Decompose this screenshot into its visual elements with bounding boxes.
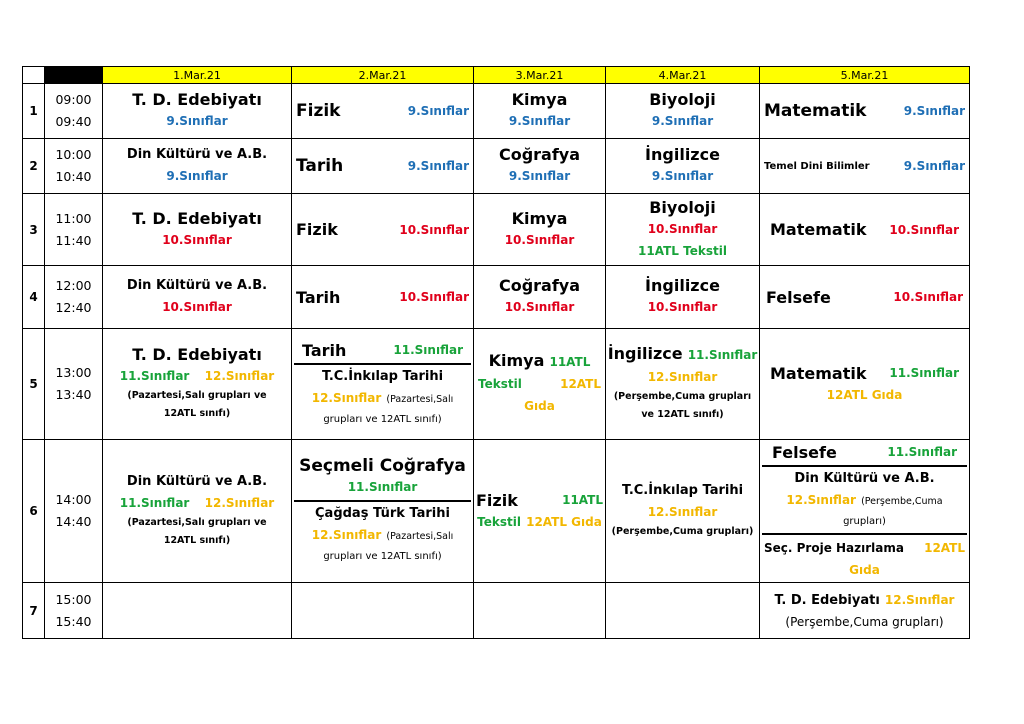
cell-d4-p7 <box>606 583 760 639</box>
cell-d5-p1 <box>760 84 970 139</box>
period-row-5 <box>23 329 970 440</box>
cell-d2-p4 <box>292 266 474 329</box>
note: (Pazartesi,Salı grupları ve 12ATL sınıfı) <box>127 390 267 419</box>
start-time: 10:00 <box>55 147 92 162</box>
cell-d4-p6 <box>606 440 760 583</box>
note: grupları ve 12ATL sınıfı) <box>323 414 442 425</box>
group: 11ATL Tekstil <box>638 243 727 258</box>
group: 10.Sınıflar <box>399 290 469 304</box>
subject: Kimya <box>511 90 568 109</box>
period-row-4 <box>23 266 970 329</box>
group: 10.Sınıflar <box>162 232 232 247</box>
cell-d3-p1 <box>474 84 606 139</box>
note: grupları ve 12ATL sınıfı) <box>323 551 442 562</box>
group: 12.Sınıflar <box>786 493 856 507</box>
period-number: 7 <box>23 583 45 639</box>
group: 11ATL <box>549 355 591 369</box>
cell-d5-p4 <box>760 266 970 329</box>
cell-d1-p5 <box>103 329 292 440</box>
subject: T. D. Edebiyatı <box>132 90 262 109</box>
cell-d1-p3 <box>103 194 292 266</box>
cell-d2-p5 <box>292 329 474 440</box>
subject: Coğrafya <box>498 145 581 164</box>
cell-d5-p6 <box>760 440 970 583</box>
subject: Fizik <box>296 220 338 239</box>
group: 11.Sınıflar <box>119 369 190 383</box>
start-time: 12:00 <box>55 278 92 293</box>
subject: Tarih <box>296 156 344 176</box>
period-time <box>45 266 103 329</box>
subject: T.C.İnkılap Tarihi <box>621 483 744 498</box>
day-header-4: 4.Mar.21 <box>606 67 760 84</box>
cell-d3-p5 <box>474 329 606 440</box>
cell-d5-p7 <box>760 583 970 639</box>
subject: Temel Dini Bilimler <box>764 160 870 172</box>
group: 12.Sınıflar <box>647 370 718 384</box>
subject: Felsefe <box>766 287 831 307</box>
group: 9.Sınıflar <box>166 169 228 183</box>
cell-d2-p1 <box>292 84 474 139</box>
cell-d3-p3 <box>474 194 606 266</box>
group: 10.Sınıflar <box>162 300 232 314</box>
cell-d1-p7 <box>103 583 292 639</box>
day-header-3: 3.Mar.21 <box>474 67 606 84</box>
subject: Çağdaş Türk Tarihi <box>315 506 450 521</box>
subject: İngilizce <box>645 276 720 295</box>
group: 10.Sınıflar <box>647 300 718 314</box>
end-time: 12:40 <box>55 300 92 315</box>
period-row-3 <box>23 194 970 266</box>
subject: Seç. Proje Hazırlama <box>764 541 904 555</box>
period-number: 1 <box>23 84 45 139</box>
group: 11ATL <box>562 493 603 507</box>
group: 11.Sınıflar <box>119 496 190 510</box>
group: 12ATL Gıda <box>826 388 903 402</box>
divider <box>294 500 471 502</box>
period-number: 5 <box>23 329 45 440</box>
group: 12.Sınıflar <box>204 369 275 383</box>
group: 9.Sınıflar <box>508 169 571 183</box>
subject: Kimya <box>488 351 545 370</box>
subject: Tarih <box>296 287 341 307</box>
subject: T. D. Edebiyatı <box>774 592 880 608</box>
note: (Pazartesi,Salı <box>386 394 454 405</box>
period-time <box>45 139 103 194</box>
end-time: 15:40 <box>55 613 92 629</box>
group: 9.Sınıflar <box>407 159 469 173</box>
cell-d1-p6 <box>103 440 292 583</box>
period-time <box>45 440 103 583</box>
subject: Felsefe <box>772 442 837 462</box>
start-time: 11:00 <box>55 210 92 226</box>
subject: Matematik <box>770 220 867 239</box>
day-header-1: 1.Mar.21 <box>103 67 292 84</box>
subject: Biyoloji <box>649 197 716 217</box>
end-time: 13:40 <box>55 387 92 402</box>
cell-d4-p3 <box>606 194 760 266</box>
group: 10.Sınıflar <box>893 290 963 304</box>
period-number: 2 <box>23 139 45 194</box>
group: 9.Sınıflar <box>903 104 965 118</box>
corner-cell <box>23 67 45 84</box>
cell-d5-p5 <box>760 329 970 440</box>
subject: Din Kültürü ve A.B. <box>126 147 268 162</box>
end-time: 14:40 <box>55 514 92 529</box>
group: 10.Sınıflar <box>504 232 575 247</box>
group: 9.Sınıflar <box>651 169 714 183</box>
group: 10.Sınıflar <box>399 222 469 237</box>
note: (Perşembe,Cuma grupları) <box>611 526 754 537</box>
divider <box>762 465 967 467</box>
schedule-table <box>22 66 970 639</box>
group: 9.Sınıflar <box>508 114 571 128</box>
group: 12ATL <box>924 541 965 555</box>
group: 9.Sınıflar <box>903 159 965 173</box>
cell-d5-p2 <box>760 139 970 194</box>
subject: Matematik <box>764 101 867 121</box>
note: (Perşembe,Cuma grupları) <box>785 614 944 629</box>
group: 11.Sınıflar <box>887 445 957 459</box>
start-time: 15:00 <box>55 591 92 607</box>
group: 10.Sınıflar <box>647 221 718 236</box>
period-row-1 <box>23 84 970 139</box>
subject: Matematik <box>770 363 867 383</box>
start-time: 09:00 <box>55 92 92 107</box>
subject: Kimya <box>511 208 568 228</box>
note: (Pazartesi,Salı <box>386 531 454 542</box>
group: 9.Sınıflar <box>651 114 714 128</box>
group: 11.Sınıflar <box>347 480 418 494</box>
group: Gıda <box>849 563 880 577</box>
subject: T. D. Edebiyatı <box>132 208 262 228</box>
start-time: 14:00 <box>55 492 92 507</box>
group: 10.Sınıflar <box>889 222 959 237</box>
cell-d4-p2 <box>606 139 760 194</box>
group: 9.Sınıflar <box>166 114 228 128</box>
start-time: 13:00 <box>55 365 92 380</box>
group: 10.Sınıflar <box>504 300 575 314</box>
end-time: 11:40 <box>55 232 92 248</box>
subject: T.C.İnkılap Tarihi <box>321 369 444 384</box>
subject: Seçmeli Coğrafya <box>299 456 466 476</box>
cell-d3-p6 <box>474 440 606 583</box>
group: 12ATL <box>560 377 601 391</box>
subject: Fizik <box>296 101 341 121</box>
end-time: 10:40 <box>55 169 92 184</box>
time-header-cell <box>45 67 103 84</box>
group: 9.Sınıflar <box>407 104 469 118</box>
note: (Pazartesi,Salı grupları ve 12ATL sınıfı) <box>127 517 267 546</box>
subject: Din Kültürü ve A.B. <box>126 474 268 489</box>
divider <box>762 533 967 535</box>
cell-d2-p7 <box>292 583 474 639</box>
group: 12.Sınıflar <box>311 391 382 405</box>
header-row <box>23 67 970 84</box>
day-header-2: 2.Mar.21 <box>292 67 474 84</box>
subject: Din Kültürü ve A.B. <box>794 471 935 486</box>
cell-d4-p5 <box>606 329 760 440</box>
cell-d1-p4 <box>103 266 292 329</box>
cell-d2-p6 <box>292 440 474 583</box>
cell-d3-p2 <box>474 139 606 194</box>
subject: Coğrafya <box>498 276 581 295</box>
subject: Din Kültürü ve A.B. <box>126 278 268 293</box>
cell-d3-p7 <box>474 583 606 639</box>
note: grupları) <box>843 516 886 527</box>
end-time: 09:40 <box>55 114 92 129</box>
group: Tekstil <box>478 377 522 391</box>
subject: Biyoloji <box>649 90 716 109</box>
cell-d2-p2 <box>292 139 474 194</box>
subject: İngilizce <box>607 344 683 363</box>
period-row-7 <box>23 583 970 639</box>
note: (Perşembe,Cuma <box>861 496 943 507</box>
subject: Fizik <box>476 490 518 510</box>
group: 11.Sınıflar <box>889 366 959 380</box>
period-number: 4 <box>23 266 45 329</box>
group: 12.Sınıflar <box>647 505 718 519</box>
group: 12.Sınıflar <box>311 528 382 542</box>
period-time <box>45 583 103 639</box>
group: 11.Sınıflar <box>687 348 758 362</box>
group: Gıda <box>524 399 555 413</box>
group: 12.Sınıflar <box>884 592 955 607</box>
subject: İngilizce <box>645 145 720 164</box>
cell-d2-p3 <box>292 194 474 266</box>
group: Tekstil <box>477 515 521 529</box>
subject: T. D. Edebiyatı <box>132 345 262 364</box>
period-time <box>45 329 103 440</box>
subject: Tarih <box>302 340 347 360</box>
day-header-5: 5.Mar.21 <box>760 67 970 84</box>
note: (Perşembe,Cuma grupları ve 12ATL sınıfı) <box>613 391 752 420</box>
period-row-2 <box>23 139 970 194</box>
period-time <box>45 194 103 266</box>
cell-d4-p1 <box>606 84 760 139</box>
period-number: 6 <box>23 440 45 583</box>
period-number: 3 <box>23 194 45 266</box>
cell-d1-p1 <box>103 84 292 139</box>
period-row-6 <box>23 440 970 583</box>
period-time <box>45 84 103 139</box>
cell-d3-p4 <box>474 266 606 329</box>
cell-d5-p3 <box>760 194 970 266</box>
group: 11.Sınıflar <box>393 343 463 357</box>
cell-d4-p4 <box>606 266 760 329</box>
cell-d1-p2 <box>103 139 292 194</box>
group: 12ATL Gıda <box>526 515 602 529</box>
divider <box>294 363 471 365</box>
group: 12.Sınıflar <box>204 496 275 510</box>
